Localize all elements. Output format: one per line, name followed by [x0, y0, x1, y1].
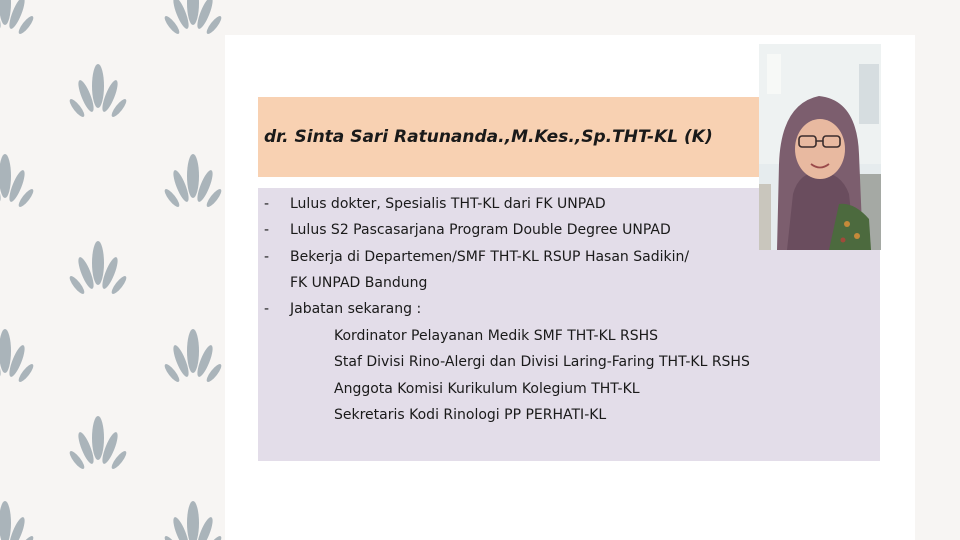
portrait-photo	[759, 44, 881, 250]
position-item: Kordinator Pelayanan Medik SMF THT-KL RSHS	[334, 328, 659, 344]
bullet-marker: -	[264, 196, 270, 212]
leaf-icon	[162, 0, 223, 36]
position-item: Sekretaris Kodi Rinologi PP PERHATI-KL	[334, 407, 607, 423]
bullet-workplace-cont: FK UNPAD Bandung	[290, 275, 428, 291]
position-item: Staf Divisi Rino-Alergi dan Divisi Laring-Faring THT-KL RSHS	[334, 354, 750, 370]
position-item: Anggota Komisi Kurikulum Kolegium THT-KL	[334, 381, 640, 397]
leaf-icon	[162, 329, 223, 384]
leaf-icon	[162, 154, 223, 209]
bullet-marker: -	[264, 301, 270, 317]
leaf-icon	[0, 329, 36, 384]
bullet-marker: -	[264, 249, 270, 265]
leaf-icon	[0, 154, 36, 209]
bullet-current-position: Jabatan sekarang :	[290, 301, 422, 317]
leaf-icon	[67, 241, 128, 296]
doctor-name: dr. Sinta Sari Ratunanda.,M.Kes.,Sp.THT-KL (K)	[264, 127, 713, 147]
leaf-icon	[0, 0, 36, 36]
bullet-marker: -	[264, 222, 270, 238]
leaf-pattern	[0, 0, 225, 540]
bullet-education-md: Lulus dokter, Spesialis THT-KL dari FK UNPAD	[290, 196, 606, 212]
leaf-icon	[67, 64, 128, 119]
leaf-icon	[67, 416, 128, 471]
leaf-icon	[162, 501, 223, 540]
leaf-icon	[0, 501, 36, 540]
bullet-workplace: Bekerja di Departemen/SMF THT-KL RSUP Hasan Sadikin/	[290, 249, 690, 265]
bullet-education-s2: Lulus S2 Pascasarjana Program Double Degree UNPAD	[290, 222, 671, 238]
